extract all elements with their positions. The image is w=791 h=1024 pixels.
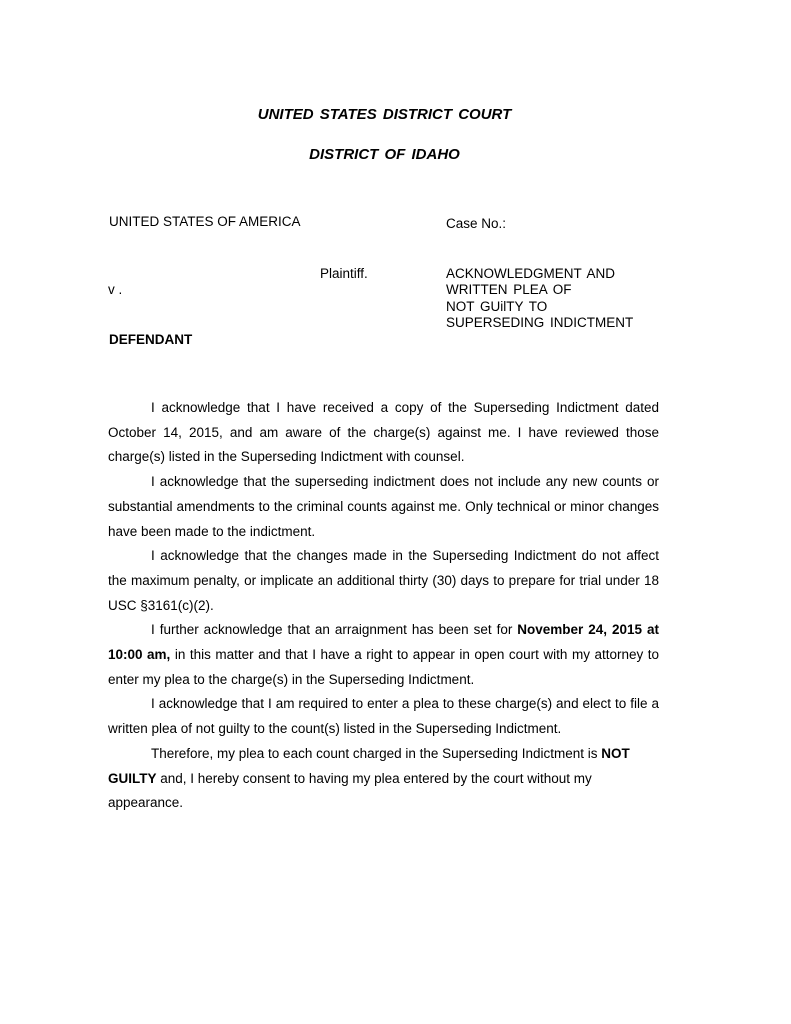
- case-number-label: Case No.:: [446, 216, 507, 231]
- plea-text-start: Therefore, my plea to each count charged in the Superseding Indictment is: [151, 745, 602, 761]
- document-body: [108, 396, 659, 816]
- arraignment-text-end: in this matter and that I have a right to appear in open court with my attorney to enter my plea to the charge(s) in the Superseding Indictment.: [108, 647, 660, 687]
- paragraph-written-plea: I acknowledge that I am required to enter a plea to these charge(s) and elect to file a written plea of not guilty to the count(s) listed in the Superseding Indictment.: [108, 696, 659, 737]
- paragraph-plea: [108, 742, 659, 816]
- versus-label: v .: [108, 282, 123, 297]
- document-title-line: WRITTEN PLEA OF: [446, 282, 572, 297]
- plaintiff-party: UNITED STATES OF AMERICA: [109, 214, 301, 229]
- document-title-line: ACKNOWLEDGMENT AND: [446, 266, 616, 281]
- defendant-label: DEFENDANT: [109, 332, 193, 347]
- district-name-heading: DISTRICT OF IDAHO: [309, 146, 460, 163]
- document-title-line: NOT GUilTY TO: [446, 299, 548, 314]
- paragraph-no-new-counts: I acknowledge that the superseding indictment does not include any new counts or substantial amendments to the criminal counts against me. Only technical or minor changes have been made to the indictment.: [108, 474, 659, 539]
- plea-text-end: and, I hereby consent to having my plea entered by the court without my appearance.: [108, 770, 592, 811]
- paragraph-arraignment: [108, 618, 659, 692]
- court-name-heading: UNITED STATES DISTRICT COURT: [257, 106, 512, 123]
- plea-not-guilty: NOT GUILTY: [108, 745, 630, 786]
- document-title-line: SUPERSEDING INDICTMENT: [446, 315, 634, 330]
- arraignment-text-start: I further acknowledge that an arraignment has been set for: [151, 622, 518, 638]
- arraignment-date: November 24, 2015 at 10:00 am,: [108, 622, 659, 663]
- paragraph-receipt: I acknowledge that I have received a copy of the Superseding Indictment dated October 14, 2015, and am aware of the charge(s) against me. I have reviewed those charge(s) listed in the Superseding Indictment with counsel.: [108, 400, 659, 465]
- paragraph-penalty: I acknowledge that the changes made in the Superseding Indictment do not affect the maximum penalty, or implicate an additional thirty (30) days to prepare for trial under 18 USC §3161(c)(2).: [108, 548, 659, 613]
- plaintiff-label: Plaintiff.: [320, 266, 368, 281]
